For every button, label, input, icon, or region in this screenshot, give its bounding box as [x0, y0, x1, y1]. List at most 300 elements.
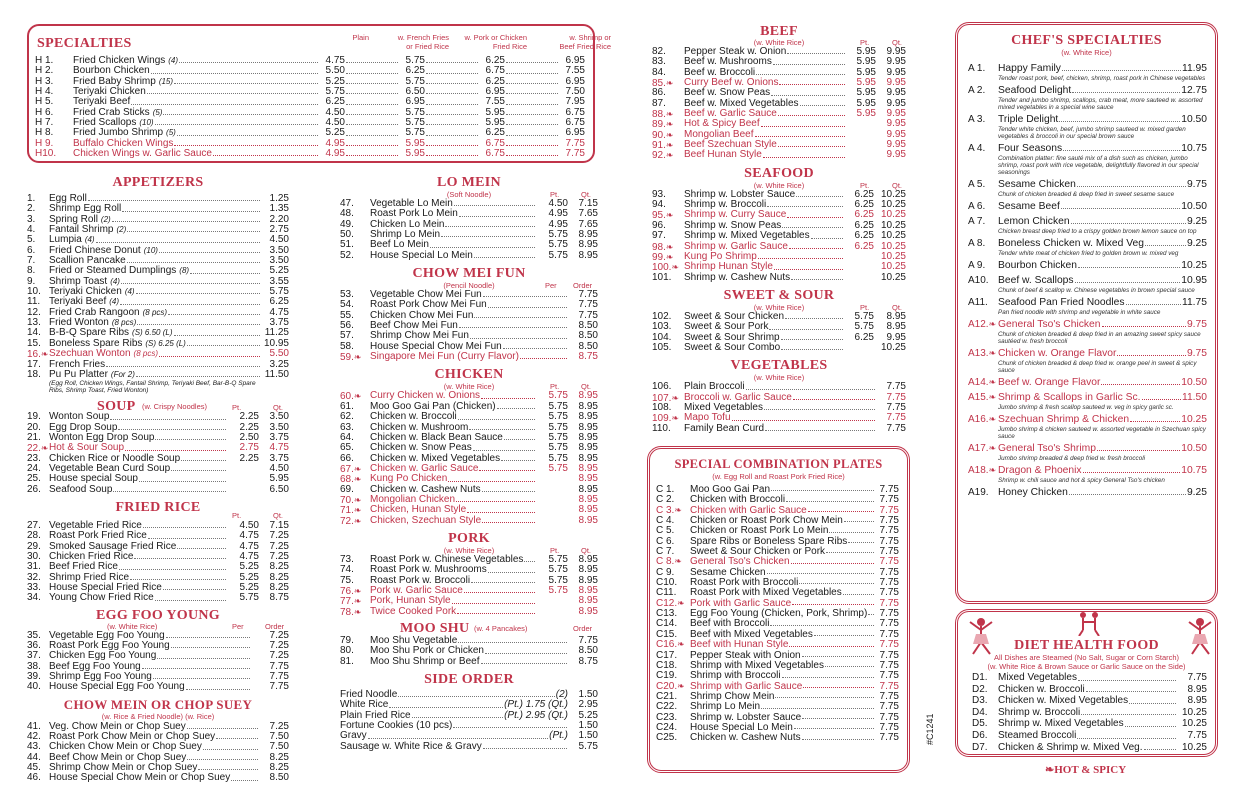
chef-item-body [998, 201, 1207, 212]
item-price: 5.75 [548, 553, 568, 565]
moo-shu-sub: (w. 4 Pancakes) [474, 624, 528, 633]
leader-dots [474, 311, 567, 318]
leader-dots [121, 277, 260, 284]
item-name: Dragon & Phoenix [998, 465, 1082, 476]
item-number: 60.❧ [340, 391, 362, 403]
leader-dots [802, 650, 874, 657]
pork-subrow [340, 546, 598, 555]
item-name: Shrimp w. Lobster Sauce [690, 711, 802, 723]
item-name: Beef w. Orange Flavor [998, 377, 1101, 388]
list-item [652, 343, 906, 353]
leader-dots [174, 328, 261, 335]
item-name: Fried Noodle [340, 689, 398, 701]
leader-dots [771, 88, 845, 95]
item-number: 45. [27, 762, 41, 774]
item-price: 5.95 [856, 97, 876, 109]
item-name: Beef w. Snow Peas [684, 87, 771, 99]
item-number: C12.❧ [656, 597, 685, 609]
leader-dots [1078, 672, 1176, 681]
item-number: 70.❧ [340, 494, 362, 506]
list-item [340, 443, 598, 453]
item-name: Teriyaki Chicken [73, 86, 146, 98]
pepper-icon: ❧ [988, 348, 997, 358]
chef-sub: (w. White Rice) [1061, 48, 1112, 57]
item-price: 6.25 [485, 55, 505, 66]
item-name: Bourbon Chicken [998, 260, 1077, 271]
item-price: 3.75 [269, 452, 289, 464]
leader-dots [426, 97, 478, 104]
item-price: 4.75 [269, 442, 289, 454]
appetizers-list [27, 194, 289, 380]
chow-mei-fun-title: CHOW MEI FUN [412, 266, 526, 282]
mid-col [340, 175, 598, 752]
pepper-icon: ❧ [665, 119, 674, 130]
leader-dots [761, 119, 845, 126]
dancer-icon-left [964, 616, 998, 656]
chef-item-body [998, 348, 1207, 374]
item-price: 6.95 [565, 127, 585, 139]
leader-dots [506, 108, 558, 115]
item-price: 7.75 [879, 680, 899, 692]
item-price: 6.25 [405, 65, 425, 77]
item-price: 7.25 [269, 530, 289, 542]
item-number: 6. [27, 244, 36, 256]
combination-list [650, 481, 907, 743]
diet-sub2: (w. White Rice & Brown Sauce or Garlic Sauce on the Side) [987, 662, 1186, 671]
item-number: 110. [652, 422, 671, 434]
list-item [340, 352, 598, 362]
item-name: Curry Beef w. Onions [684, 77, 779, 89]
leader-dots [457, 607, 535, 614]
item-price: 6.50 [405, 86, 425, 98]
chow-mein-list [27, 722, 289, 784]
leader-dots [346, 139, 398, 146]
item-name: Roast Pork Fried Rice [49, 530, 147, 542]
item-number: 82. [652, 46, 666, 57]
item-price: 7.75 [578, 289, 598, 301]
item-name: Chicken Chow Mein or Chop Suey [49, 741, 202, 753]
item-number: C17. [656, 649, 678, 661]
sweet-sour-list [652, 312, 906, 353]
item-price: 8.95 [578, 473, 598, 485]
leader-dots [368, 731, 548, 738]
item-name: Pepper Steak with Onion [690, 649, 801, 661]
item-price: 2.25 [239, 421, 259, 433]
item-number: 53. [340, 289, 354, 301]
chef-item-row [998, 392, 1207, 403]
item-price: 8.95 [578, 605, 598, 617]
item-number: 44. [27, 751, 41, 763]
item-name: Teriyaki Chicken [49, 286, 122, 298]
item-number: C13. [656, 608, 678, 620]
list-item [656, 536, 899, 546]
leader-dots [789, 639, 874, 646]
chef-item [968, 201, 1207, 212]
item-number: 49. [340, 218, 354, 230]
leader-dots [506, 77, 558, 84]
item-price: 7.75 [879, 690, 899, 702]
efy-col-per: Per [232, 621, 244, 631]
egg-foo-young-title: EGG FOO YOUNG [96, 607, 220, 623]
item-price: 4.75 [325, 55, 345, 66]
chicken-title: CHICKEN [434, 367, 504, 383]
item-price: 1.25 [269, 193, 289, 204]
item-price: 5.95 [856, 56, 876, 68]
pepper-icon: ❧ [988, 319, 997, 329]
leader-dots [1069, 487, 1186, 495]
leader-dots [506, 87, 558, 94]
vegetables-title: VEGETABLES [730, 358, 828, 374]
leader-dots [426, 139, 478, 146]
item-name: Bourbon Chicken [73, 65, 150, 77]
item-name: Fried Chicken Wings [73, 55, 166, 66]
item-price: 6.25 [854, 219, 874, 231]
item-name: Chicken Egg Foo Young [49, 650, 157, 662]
leader-dots [756, 68, 845, 75]
list-item [340, 742, 598, 752]
item-number: C 5. [656, 525, 675, 537]
pepper-icon: ❧ [1045, 764, 1055, 776]
list-item [972, 695, 1207, 707]
item-number: 107.❧ [652, 392, 680, 404]
item-price: 7.75 [578, 309, 598, 321]
chef-item [968, 377, 1207, 388]
leader-dots [775, 691, 874, 698]
pepper-icon: ❧ [671, 392, 680, 403]
item-price: 8.95 [578, 400, 598, 412]
item-note: (10) [139, 118, 154, 128]
item-number: 2. [27, 203, 36, 215]
list-item [652, 322, 906, 332]
item-number: 67.❧ [340, 463, 362, 475]
item-number: C 4. [656, 515, 675, 527]
ss-sub: (w. White Rice) [753, 302, 805, 312]
item-code: A 2. [968, 85, 986, 96]
leader-dots [458, 412, 535, 419]
pepper-icon: ❧ [353, 515, 362, 526]
pepper-icon: ❧ [674, 556, 682, 567]
item-number: 87. [652, 97, 666, 109]
item-name: Chicken Lo Mein [370, 218, 445, 230]
leader-dots [426, 87, 478, 94]
soup-col-pt: Pt. [232, 403, 242, 413]
item-price: 8.25 [269, 751, 289, 763]
item-description: Chunk of chicken breaded & deep fried in sweet sesame sauce [998, 191, 1175, 198]
item-price: 5.75 [548, 584, 568, 596]
item-code: D3. [972, 695, 988, 707]
pepper-icon: ❧ [677, 597, 685, 608]
chef-item-row [998, 85, 1207, 96]
item-code: A10. [968, 275, 989, 286]
item-price: 5.25 [239, 582, 259, 593]
leader-dots [106, 360, 260, 367]
item-price: 8.95 [1187, 695, 1207, 707]
egg-foo-young-list [27, 631, 289, 693]
leader-dots [163, 583, 226, 590]
leader-dots [488, 300, 567, 307]
item-name: Curry Chicken w. Onions [370, 390, 481, 402]
leader-dots [779, 78, 845, 85]
item-price: 7.75 [886, 422, 906, 434]
leader-dots [426, 108, 478, 115]
item-qty: (Pt.) 1.75 (Qt.) [504, 699, 568, 711]
item-price [846, 150, 876, 160]
item-number: 20. [27, 421, 41, 433]
item-name: Egg Roll [49, 193, 87, 204]
item-name: Vegetable Egg Foo Young [49, 629, 165, 641]
chef-item-body [998, 297, 1207, 316]
item-description: Tender white meat of chicken fried to golden brown w. mixed veg [998, 250, 1179, 257]
item-price: 4.50 [548, 198, 568, 209]
seafood-sub: (w. White Rice) [753, 180, 805, 190]
item-name: Sesame Chicken [690, 566, 766, 578]
item-price: 5.75 [548, 564, 568, 576]
list-item [656, 515, 899, 525]
item-price [536, 607, 568, 617]
item-number: 100.❧ [652, 262, 680, 274]
list-item [656, 681, 899, 691]
item-name: Sweet & Sour Combo [684, 341, 781, 353]
item-price: 4.75 [269, 306, 289, 318]
leader-dots [445, 220, 535, 227]
item-price: 7.75 [879, 628, 899, 640]
vegetables-list [652, 382, 906, 434]
item-name: Roast Pork Chow Mei Fun [370, 299, 487, 311]
item-note: (8 pcs) [133, 349, 158, 359]
item-price: 7.50 [269, 741, 289, 753]
item-price: 10.25 [880, 250, 906, 262]
fr-col-qt: Qt. [273, 510, 284, 520]
item-name: Egg Drop Soup [49, 421, 118, 433]
item-note: (2) [100, 214, 111, 224]
chef-item [968, 348, 1207, 374]
leader-dots [127, 256, 260, 263]
leader-dots [136, 287, 260, 294]
leader-dots [767, 200, 843, 207]
item-price: 4.95 [548, 208, 568, 220]
leader-dots [504, 433, 535, 440]
item-name: Four Seasons [998, 143, 1063, 154]
list-item [972, 672, 1207, 684]
chef-item [968, 414, 1207, 440]
leader-dots [758, 252, 843, 259]
seafood-subrow [652, 181, 906, 190]
leader-dots [506, 97, 558, 104]
leader-dots [134, 552, 226, 559]
item-name: Seafood Soup [49, 483, 113, 495]
moo-shu-title: MOO SHU [400, 621, 470, 636]
item-price: 9.95 [886, 139, 906, 151]
list-item [27, 773, 289, 783]
item-description: Chunk of beef & scallop w. Chinese vegetables in brown special sauce [998, 287, 1195, 294]
item-price: 6.25 [485, 75, 505, 87]
pepper-icon: ❧ [353, 391, 362, 402]
item-price: 7.75 [1187, 672, 1207, 683]
item-note: (4) [124, 287, 135, 297]
item-price: 3.50 [269, 244, 289, 256]
pepper-icon: ❧ [671, 262, 680, 273]
leader-dots [147, 87, 318, 94]
pepper-icon: ❧ [665, 109, 674, 120]
item-number: 13. [27, 317, 41, 329]
pepper-icon: ❧ [988, 392, 997, 402]
item-name: Pu Pu Platter [49, 368, 108, 380]
chow-mein-title: CHOW MEIN OR CHOP SUEY [63, 696, 253, 712]
item-name: Beef w. Broccoli [684, 66, 756, 78]
item-name: Moo Goo Gai Pan (Chicken) [370, 400, 496, 412]
item-code: A 1. [968, 63, 986, 74]
item-price: 8.50 [578, 330, 598, 342]
item-number: 98.❧ [652, 241, 674, 253]
leader-dots [136, 370, 260, 377]
leader-dots [216, 732, 258, 739]
list-item [652, 231, 906, 241]
leader-dots [426, 77, 478, 84]
list-item [27, 349, 289, 359]
leader-dots [761, 701, 874, 708]
item-price: 10.25 [880, 188, 906, 200]
diet-box [955, 609, 1218, 757]
list-item [656, 691, 899, 701]
item-code: A 3. [968, 114, 986, 125]
item-price: 4.50 [269, 234, 289, 246]
leader-dots [1097, 443, 1180, 451]
leader-dots [755, 130, 846, 137]
item-price: 6.95 [565, 75, 585, 87]
leader-dots [1102, 319, 1186, 327]
list-item [656, 722, 899, 732]
ss-col-pt: Pt. [860, 302, 870, 312]
item-price: 9.95 [886, 77, 906, 89]
item-price: 11.25 [264, 327, 289, 339]
list-item [656, 546, 899, 556]
leader-dots [802, 732, 874, 739]
item-number: 51. [340, 239, 354, 251]
leader-dots [763, 150, 845, 157]
item-price: 5.25 [578, 709, 598, 721]
leader-dots [127, 225, 260, 232]
item-price: 5.75 [405, 117, 425, 129]
chow-mei-fun-list [340, 290, 598, 362]
item-name: Chicken Fried Rice [49, 550, 134, 562]
leader-dots [778, 109, 845, 116]
item-number: 48. [340, 208, 354, 220]
item-code: A16.❧ [968, 414, 997, 425]
item-name: Shrimp Egg Roll [49, 203, 122, 215]
diet-title: DIET HEALTH FOOD [1014, 638, 1159, 653]
item-price: 7.75 [879, 639, 899, 651]
item-price: 1.50 [578, 720, 598, 732]
item-price: 8.95 [578, 421, 598, 433]
leader-dots [1062, 63, 1181, 71]
item-price: 9.25 [1186, 487, 1207, 498]
list-item [656, 618, 899, 628]
item-number: H 6. [35, 106, 54, 118]
leader-dots [153, 672, 250, 679]
pepper-icon: ❧ [665, 129, 674, 140]
item-name: Chicken w. Mushroom [370, 421, 469, 433]
item-price [251, 651, 261, 661]
leader-dots [1145, 238, 1186, 246]
item-name: Chicken Wings w. Garlic Sauce [73, 148, 212, 160]
item-number: C 1. [656, 484, 675, 495]
leader-dots [171, 464, 226, 471]
cmf-col-order: Order [573, 281, 593, 291]
leader-dots [497, 402, 535, 409]
list-item [652, 424, 906, 434]
item-name: Shrimp w. Broccoli [998, 706, 1081, 718]
item-name: House Special Chow Mei Fun [370, 340, 502, 352]
item-price: 6.75 [485, 65, 505, 77]
item-number: 73. [340, 553, 354, 565]
leader-dots [1059, 114, 1180, 122]
item-name: Lumpia [49, 234, 82, 246]
item-name: Shrimp Toast [49, 275, 108, 287]
list-item [656, 732, 899, 742]
leader-dots [469, 423, 535, 430]
item-price: 8.95 [578, 584, 598, 596]
leader-dots [88, 194, 260, 201]
ss-col-qt: Qt. [892, 302, 903, 312]
item-name: Shrimp w. Mixed Vegetables [998, 718, 1124, 730]
item-price: 7.50 [565, 86, 585, 98]
item-price [844, 343, 874, 353]
pepper-icon: ❧ [665, 78, 674, 89]
item-number: 69. [340, 483, 354, 495]
item-price: 10.75 [1181, 143, 1207, 154]
item-price: 7.75 [578, 635, 598, 646]
leader-dots [1061, 201, 1180, 209]
leader-dots [794, 722, 874, 729]
item-name: Fried Baby Shrimp [73, 75, 156, 87]
pepper-icon: ❧ [988, 465, 997, 475]
item-price: 7.50 [269, 731, 289, 743]
item-name: General Tso's Shrimp [998, 443, 1096, 454]
list-item [656, 577, 899, 587]
item-name: Roast Pork w. Chinese Vegetables [370, 553, 524, 565]
item-price: 7.75 [879, 659, 899, 671]
item-price: 6.75 [485, 137, 505, 149]
item-price: 5.75 [548, 421, 568, 433]
item-name: Beef Chow Mein or Chop Suey [49, 751, 187, 763]
item-price: 8.95 [578, 483, 598, 495]
item-price: 3.75 [269, 431, 289, 443]
item-code: A19. [968, 487, 989, 498]
item-name: Chicken with Garlic Sauce [690, 504, 807, 516]
item-price: 6.95 [565, 55, 585, 66]
item-name: Wonton Soup [49, 411, 110, 423]
item-price: 10.25 [880, 261, 906, 273]
spec-col-header: w. Shrimp or Beef Fried Rice [559, 33, 611, 51]
item-number: 25. [27, 473, 41, 485]
item-name: Smoked Sausage Fried Rice [49, 540, 177, 552]
item-number: 21. [27, 431, 41, 443]
item-number: 28. [27, 530, 41, 542]
item-price: 8.75 [578, 655, 598, 667]
pepper-icon: ❧ [988, 377, 997, 387]
item-number: 52. [340, 249, 354, 261]
leader-dots [764, 403, 875, 410]
item-price: 8.25 [269, 582, 289, 593]
item-price: 5.75 [405, 106, 425, 118]
item-price: 7.75 [269, 660, 289, 672]
item-number: 77.❧ [340, 596, 362, 608]
leader-dots [174, 77, 318, 84]
item-name: Fried Wonton [49, 317, 109, 329]
item-price: 5.95 [856, 87, 876, 99]
item-number: 71.❧ [340, 505, 362, 517]
item-price: 11.50 [1181, 392, 1207, 403]
